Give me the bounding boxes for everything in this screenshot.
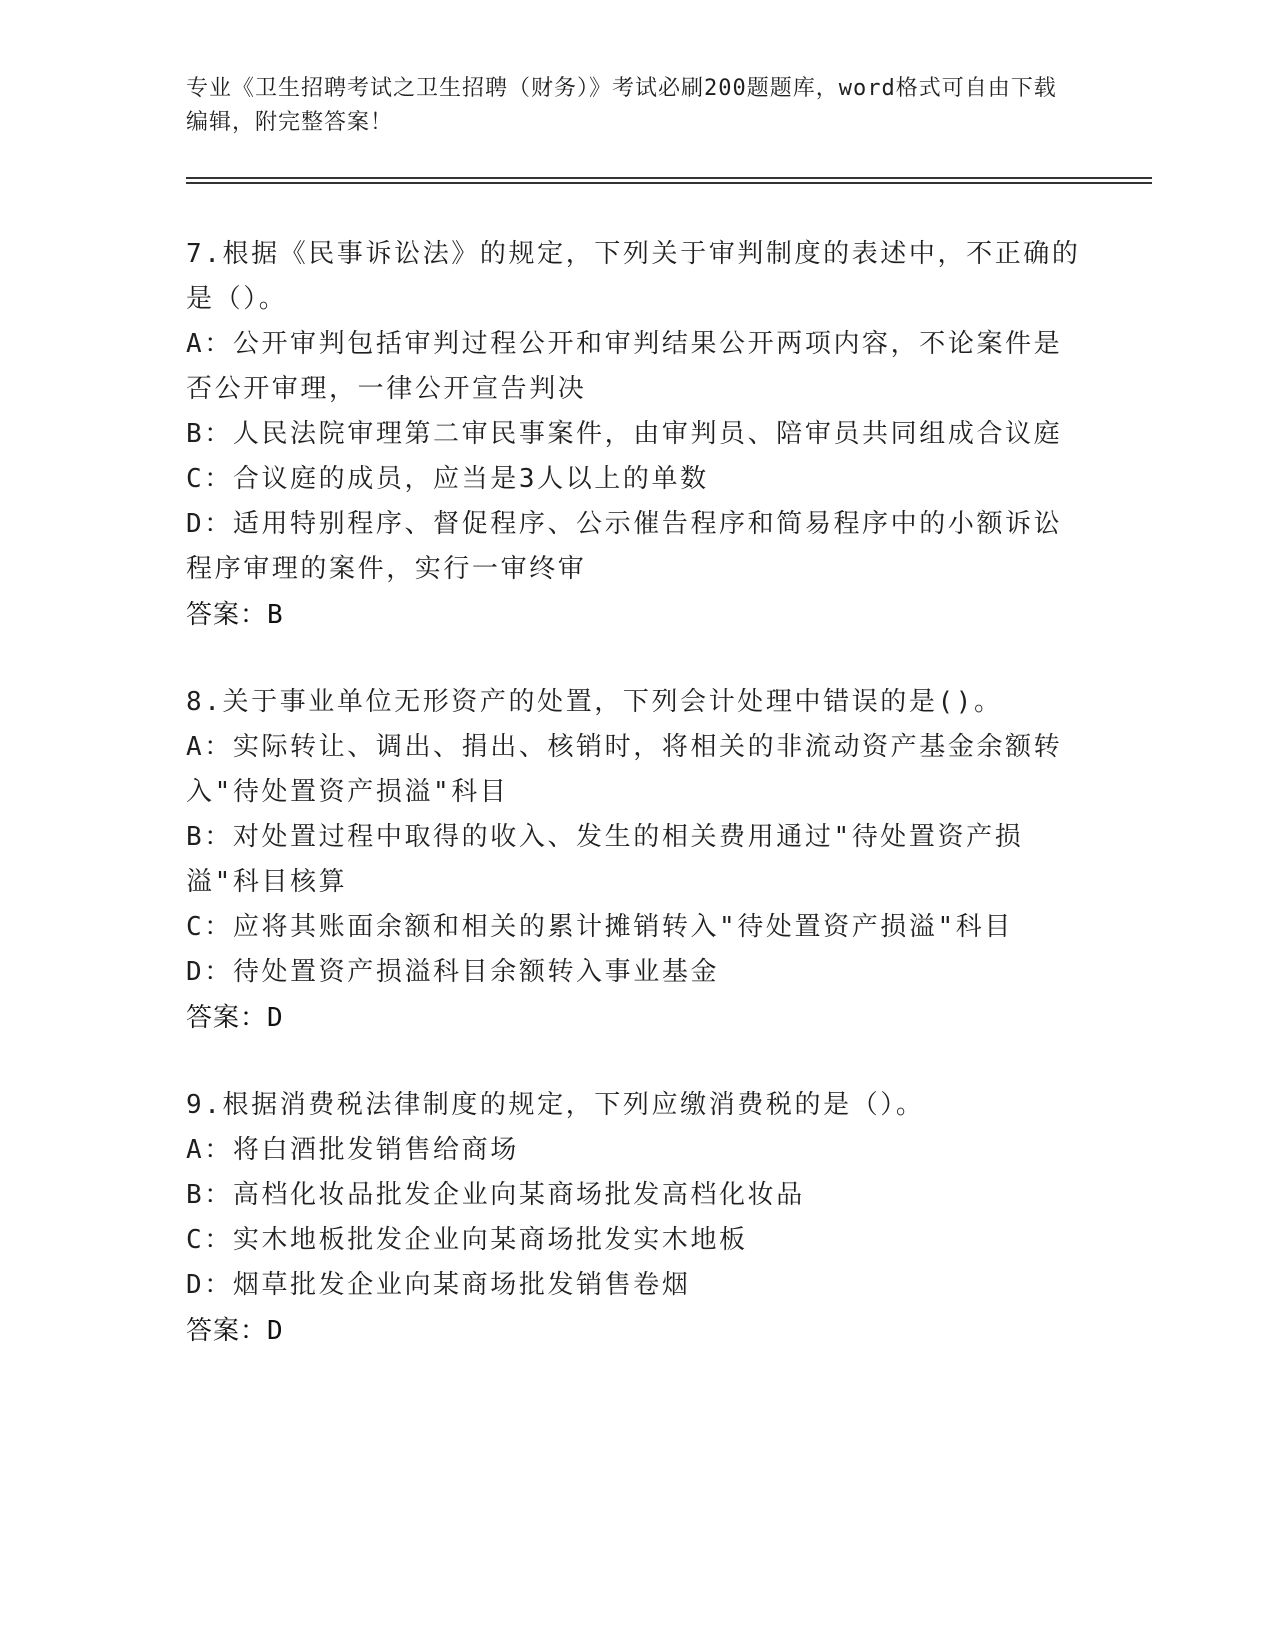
option-d: D：待处置资产损溢科目余额转入事业基金	[186, 957, 720, 987]
answer-line	[186, 1308, 1086, 1354]
option-a: A：实际转让、调出、捐出、核销时，将相关的非流动资产基金余额转入"待处置资产损溢"科目	[186, 732, 1063, 807]
header-divider-top	[186, 177, 1152, 179]
option-b: B：高档化妆品批发企业向某商场批发高档化妆品	[186, 1180, 805, 1210]
option-c: C：应将其账面余额和相关的累计摊销转入"待处置资产损溢"科目	[186, 912, 1013, 942]
question-8	[186, 680, 1086, 1041]
answer-line	[186, 995, 1086, 1041]
question-stem: 8.关于事业单位无形资产的处置，下列会计处理中错误的是()。	[186, 687, 1003, 717]
answer-label: 答案：	[186, 1003, 268, 1033]
option-d: D：烟草批发企业向某商场批发销售卷烟	[186, 1270, 691, 1300]
option-d: D：适用特别程序、督促程序、公示催告程序和简易程序中的小额诉讼程序审理的案件，实行一审终审	[186, 509, 1063, 584]
header-divider-bottom	[186, 182, 1152, 184]
option-a: A：将白酒批发销售给商场	[186, 1135, 519, 1165]
question-7	[186, 232, 1086, 638]
header-note: 专业《卫生招聘考试之卫生招聘（财务）》考试必刷200题题库，word格式可自由下载编辑，附完整答案！	[186, 76, 1057, 135]
question-stem: 9.根据消费税法律制度的规定，下列应缴消费税的是（）。	[186, 1090, 925, 1120]
answer-line	[186, 592, 1086, 638]
option-b: B：对处置过程中取得的收入、发生的相关费用通过"待处置资产损溢"科目核算	[186, 822, 1024, 897]
answer-label: 答案：	[186, 1316, 268, 1346]
answer-label: 答案：	[186, 600, 268, 630]
question-9	[186, 1083, 1086, 1354]
option-a: A：公开审判包括审判过程公开和审判结果公开两项内容，不论案件是否公开审理，一律公开宣告判决	[186, 329, 1063, 404]
question-stem: 7.根据《民事诉讼法》的规定，下列关于审判制度的表述中，不正确的是（）。	[186, 239, 1081, 314]
option-b: B：人民法院审理第二审民事案件，由审判员、陪审员共同组成合议庭	[186, 419, 1063, 449]
option-c: C：合议庭的成员，应当是3人以上的单数	[186, 464, 709, 494]
question-list	[186, 232, 1086, 1396]
answer-value: D	[267, 1003, 284, 1033]
option-c: C：实木地板批发企业向某商场批发实木地板	[186, 1225, 748, 1255]
answer-value: B	[267, 600, 284, 630]
answer-value: D	[267, 1316, 284, 1346]
